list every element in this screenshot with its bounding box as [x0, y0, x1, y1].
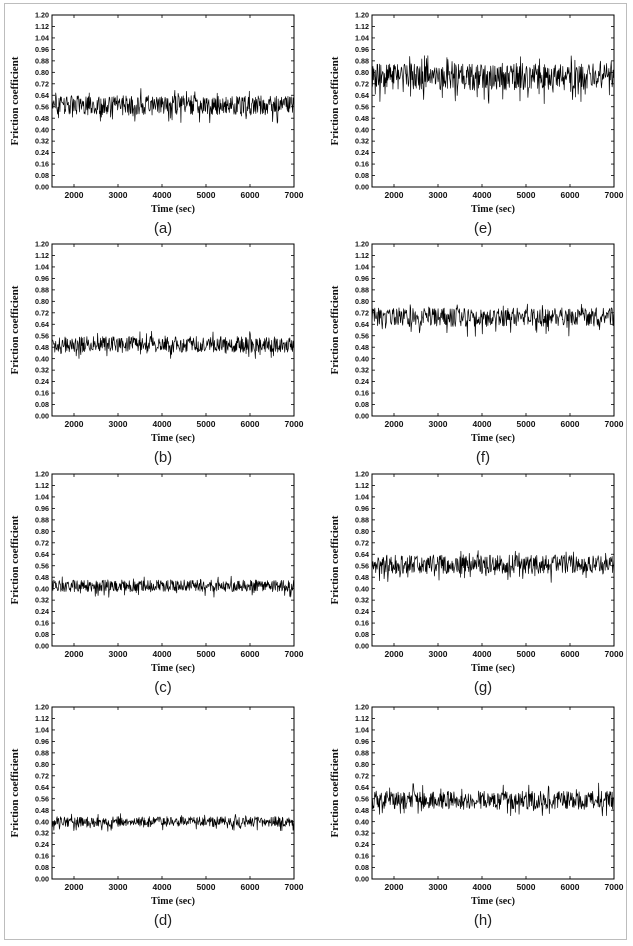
y-tick-label: 0.88 [355, 748, 369, 758]
y-tick-label: 0.24 [355, 148, 369, 158]
y-tick-label: 0.00 [35, 641, 49, 651]
y-tick-label: 0.24 [35, 148, 49, 158]
x-tick-label: 4000 [152, 649, 172, 659]
x-tick-label: 7000 [284, 419, 304, 429]
panel-label: (f) [475, 449, 491, 466]
y-tick-label: 0.56 [35, 794, 49, 804]
x-tick-label: 7000 [604, 882, 624, 892]
y-tick-label: 0.88 [35, 285, 49, 295]
chart-panel-c [9, 470, 304, 696]
y-tick-label: 0.48 [355, 805, 369, 815]
y-tick-label: 0.56 [355, 561, 369, 571]
y-tick-label: 0.48 [35, 805, 49, 815]
x-axis-label: Time (sec) [151, 896, 195, 907]
y-tick-label: 0.08 [355, 400, 369, 410]
y-tick-label: 1.20 [355, 469, 369, 479]
y-axis-label: Friction coefficient [329, 748, 341, 838]
y-axis-label: Friction coefficient [9, 748, 21, 838]
y-tick-label: 1.12 [355, 481, 369, 491]
x-tick-label: 2000 [64, 190, 84, 200]
x-axis-label: Time (sec) [471, 204, 515, 215]
x-tick-label: 6000 [560, 882, 580, 892]
x-tick-label: 7000 [604, 649, 624, 659]
y-tick-label: 0.96 [355, 504, 369, 513]
x-tick-label: 2000 [384, 649, 404, 659]
y-tick-label: 0.00 [355, 874, 369, 884]
x-tick-label: 5000 [516, 649, 536, 659]
y-tick-label: 0.80 [355, 296, 369, 306]
x-tick-label: 3000 [428, 190, 448, 200]
y-tick-label: 0.16 [355, 851, 369, 861]
y-tick-label: 0.16 [35, 159, 49, 169]
y-tick-label: 0.16 [355, 388, 369, 398]
x-tick-label: 3000 [108, 882, 128, 892]
y-tick-label: 0.80 [35, 759, 49, 769]
chart-panel-h [329, 703, 624, 929]
x-tick-label: 2000 [64, 419, 84, 429]
y-tick-label: 0.72 [355, 79, 369, 89]
x-tick-label: 2000 [384, 190, 404, 200]
y-tick-label: 0.00 [35, 182, 49, 192]
y-tick-label: 0.72 [35, 538, 49, 548]
y-tick-label: 0.96 [35, 737, 49, 746]
y-tick-label: 0.32 [355, 136, 369, 146]
y-tick-label: 0.72 [355, 308, 369, 318]
y-tick-label: 0.24 [35, 840, 49, 850]
panel-label: (b) [153, 449, 173, 466]
y-tick-label: 1.12 [355, 714, 369, 724]
x-tick-label: 6000 [560, 649, 580, 659]
y-tick-label: 0.80 [35, 296, 49, 306]
x-tick-label: 6000 [560, 419, 580, 429]
y-tick-label: 0.32 [355, 365, 369, 375]
x-tick-label: 7000 [284, 190, 304, 200]
y-axis-label: Friction coefficient [9, 56, 21, 146]
y-tick-label: 0.96 [35, 504, 49, 513]
y-tick-label: 0.00 [355, 182, 369, 192]
x-tick-label: 2000 [64, 882, 84, 892]
y-tick-label: 1.20 [35, 702, 49, 712]
panel-label: (c) [154, 679, 172, 696]
y-tick-label: 1.20 [355, 239, 369, 249]
y-tick-label: 0.48 [355, 572, 369, 582]
y-tick-label: 0.40 [35, 354, 49, 364]
panel-label: (d) [153, 912, 173, 929]
x-tick-label: 4000 [152, 190, 172, 200]
y-tick-label: 0.48 [35, 342, 49, 352]
x-tick-label: 7000 [604, 190, 624, 200]
x-axis-label: Time (sec) [471, 663, 515, 674]
y-tick-label: 0.96 [355, 737, 369, 746]
y-tick-label: 1.20 [35, 10, 49, 20]
y-tick-label: 0.08 [35, 630, 49, 640]
y-tick-label: 1.12 [355, 22, 369, 32]
x-tick-label: 6000 [240, 190, 260, 200]
y-tick-label: 0.40 [355, 125, 369, 135]
x-tick-label: 5000 [516, 419, 536, 429]
y-tick-label: 0.88 [35, 748, 49, 758]
y-tick-label: 0.32 [35, 365, 49, 375]
y-axis-label: Friction coefficient [329, 515, 341, 605]
x-tick-label: 3000 [108, 649, 128, 659]
friction-series-line [52, 576, 294, 597]
y-tick-label: 0.72 [35, 79, 49, 89]
y-tick-label: 0.08 [355, 863, 369, 873]
y-tick-label: 0.88 [355, 515, 369, 525]
y-tick-label: 1.04 [355, 33, 369, 43]
chart-panel-g [329, 470, 624, 696]
y-tick-label: 0.64 [355, 90, 369, 100]
y-tick-label: 0.88 [35, 515, 49, 525]
y-tick-label: 0.88 [355, 56, 369, 66]
y-tick-label: 1.12 [35, 22, 49, 32]
y-tick-label: 0.96 [35, 274, 49, 283]
y-tick-label: 0.32 [355, 595, 369, 605]
y-tick-label: 0.64 [355, 782, 369, 792]
y-tick-label: 1.20 [355, 10, 369, 20]
friction-series-line [52, 814, 294, 832]
y-tick-label: 0.56 [35, 561, 49, 571]
y-axis-label: Friction coefficient [329, 285, 341, 375]
y-tick-label: 0.56 [35, 331, 49, 341]
x-tick-label: 7000 [604, 419, 624, 429]
y-tick-label: 0.16 [355, 618, 369, 628]
y-tick-label: 0.48 [355, 342, 369, 352]
y-tick-label: 0.72 [355, 538, 369, 548]
y-axis-label: Friction coefficient [9, 515, 21, 605]
x-tick-label: 2000 [384, 419, 404, 429]
y-tick-label: 1.12 [355, 251, 369, 261]
friction-series-line [372, 783, 614, 816]
chart-panel-e [329, 11, 624, 237]
y-tick-label: 0.96 [35, 45, 49, 54]
y-tick-label: 0.56 [355, 794, 369, 804]
y-axis-label: Friction coefficient [9, 285, 21, 375]
x-tick-label: 2000 [384, 882, 404, 892]
x-tick-label: 2000 [64, 649, 84, 659]
x-tick-label: 4000 [472, 649, 492, 659]
x-tick-label: 5000 [196, 190, 216, 200]
x-tick-label: 4000 [152, 419, 172, 429]
panel-label: (g) [473, 679, 493, 696]
y-tick-label: 0.24 [35, 377, 49, 387]
y-tick-label: 1.04 [355, 492, 369, 502]
x-tick-label: 5000 [516, 190, 536, 200]
y-tick-label: 0.08 [35, 863, 49, 873]
y-tick-label: 0.40 [35, 584, 49, 594]
chart-panel-f [329, 240, 624, 466]
x-axis-label: Time (sec) [151, 663, 195, 674]
y-tick-label: 0.80 [355, 526, 369, 536]
x-tick-label: 6000 [240, 649, 260, 659]
y-tick-label: 1.04 [35, 492, 49, 502]
plot-area-frame [52, 244, 294, 416]
x-tick-label: 6000 [240, 882, 260, 892]
y-tick-label: 0.80 [355, 67, 369, 77]
x-tick-label: 6000 [560, 190, 580, 200]
y-tick-label: 0.80 [35, 526, 49, 536]
x-tick-label: 3000 [428, 882, 448, 892]
y-tick-label: 0.56 [355, 102, 369, 112]
y-tick-label: 0.64 [35, 549, 49, 559]
x-axis-label: Time (sec) [151, 204, 195, 215]
friction-series-line [372, 56, 614, 104]
y-tick-label: 0.72 [35, 771, 49, 781]
x-axis-label: Time (sec) [471, 433, 515, 444]
x-tick-label: 4000 [472, 882, 492, 892]
y-tick-label: 0.24 [355, 840, 369, 850]
y-tick-label: 0.00 [355, 641, 369, 651]
friction-series-line [52, 331, 294, 358]
y-tick-label: 0.40 [355, 354, 369, 364]
friction-series-line [52, 88, 294, 123]
y-tick-label: 0.32 [35, 136, 49, 146]
y-tick-label: 0.96 [355, 45, 369, 54]
y-axis-label: Friction coefficient [329, 56, 341, 146]
y-tick-label: 0.88 [355, 285, 369, 295]
chart-panel-b [9, 240, 304, 466]
y-tick-label: 0.40 [35, 817, 49, 827]
y-tick-label: 0.80 [35, 67, 49, 77]
friction-series-line [372, 551, 614, 583]
y-tick-label: 0.64 [355, 549, 369, 559]
y-tick-label: 1.04 [355, 262, 369, 272]
y-tick-label: 0.00 [355, 411, 369, 421]
x-tick-label: 3000 [428, 419, 448, 429]
y-tick-label: 0.64 [35, 319, 49, 329]
y-tick-label: 0.08 [355, 171, 369, 181]
y-tick-label: 0.08 [355, 630, 369, 640]
y-tick-label: 1.20 [355, 702, 369, 712]
y-tick-label: 0.32 [355, 828, 369, 838]
plot-area-frame [372, 707, 614, 879]
x-tick-label: 4000 [152, 882, 172, 892]
x-tick-label: 5000 [196, 882, 216, 892]
y-tick-label: 0.24 [355, 377, 369, 387]
y-tick-label: 0.96 [355, 274, 369, 283]
y-tick-label: 1.20 [35, 469, 49, 479]
y-tick-label: 0.72 [35, 308, 49, 318]
chart-panel-d [9, 703, 304, 929]
x-tick-label: 4000 [472, 190, 492, 200]
y-tick-label: 0.56 [35, 102, 49, 112]
y-tick-label: 1.12 [35, 251, 49, 261]
y-tick-label: 0.24 [355, 607, 369, 617]
y-tick-label: 0.56 [355, 331, 369, 341]
y-tick-label: 1.04 [355, 725, 369, 735]
x-tick-label: 5000 [516, 882, 536, 892]
y-tick-label: 0.48 [35, 572, 49, 582]
x-axis-label: Time (sec) [471, 896, 515, 907]
y-tick-label: 1.12 [35, 714, 49, 724]
plot-area-frame [52, 474, 294, 646]
x-tick-label: 3000 [108, 419, 128, 429]
y-tick-label: 0.40 [35, 125, 49, 135]
y-tick-label: 0.80 [355, 759, 369, 769]
y-tick-label: 0.64 [355, 319, 369, 329]
y-tick-label: 1.20 [35, 239, 49, 249]
plot-area-frame [372, 15, 614, 187]
y-tick-label: 0.40 [355, 584, 369, 594]
plot-area-frame [372, 244, 614, 416]
friction-series-line [372, 304, 614, 336]
y-tick-label: 1.04 [35, 33, 49, 43]
x-tick-label: 3000 [428, 649, 448, 659]
y-tick-label: 0.24 [35, 607, 49, 617]
y-tick-label: 0.16 [355, 159, 369, 169]
y-tick-label: 1.04 [35, 262, 49, 272]
y-tick-label: 0.48 [355, 113, 369, 123]
y-tick-label: 0.32 [35, 595, 49, 605]
y-tick-label: 0.64 [35, 90, 49, 100]
panel-label: (h) [473, 912, 493, 929]
y-tick-label: 0.16 [35, 851, 49, 861]
y-tick-label: 0.40 [355, 817, 369, 827]
y-tick-label: 0.88 [35, 56, 49, 66]
y-tick-label: 0.00 [35, 411, 49, 421]
plot-area-frame [52, 707, 294, 879]
x-tick-label: 6000 [240, 419, 260, 429]
x-tick-label: 4000 [472, 419, 492, 429]
y-tick-label: 0.16 [35, 618, 49, 628]
x-tick-label: 7000 [284, 882, 304, 892]
y-tick-label: 0.64 [35, 782, 49, 792]
x-tick-label: 5000 [196, 649, 216, 659]
panel-label: (e) [473, 220, 493, 237]
panel-label: (a) [153, 220, 173, 237]
y-tick-label: 1.12 [35, 481, 49, 491]
y-tick-label: 0.00 [35, 874, 49, 884]
x-tick-label: 3000 [108, 190, 128, 200]
y-tick-label: 0.08 [35, 171, 49, 181]
x-tick-label: 7000 [284, 649, 304, 659]
y-tick-label: 0.32 [35, 828, 49, 838]
y-tick-label: 1.04 [35, 725, 49, 735]
chart-panel-a [9, 11, 304, 237]
y-tick-label: 0.48 [35, 113, 49, 123]
y-tick-label: 0.08 [35, 400, 49, 410]
x-axis-label: Time (sec) [151, 433, 195, 444]
y-tick-label: 0.72 [355, 771, 369, 781]
x-tick-label: 5000 [196, 419, 216, 429]
y-tick-label: 0.16 [35, 388, 49, 398]
